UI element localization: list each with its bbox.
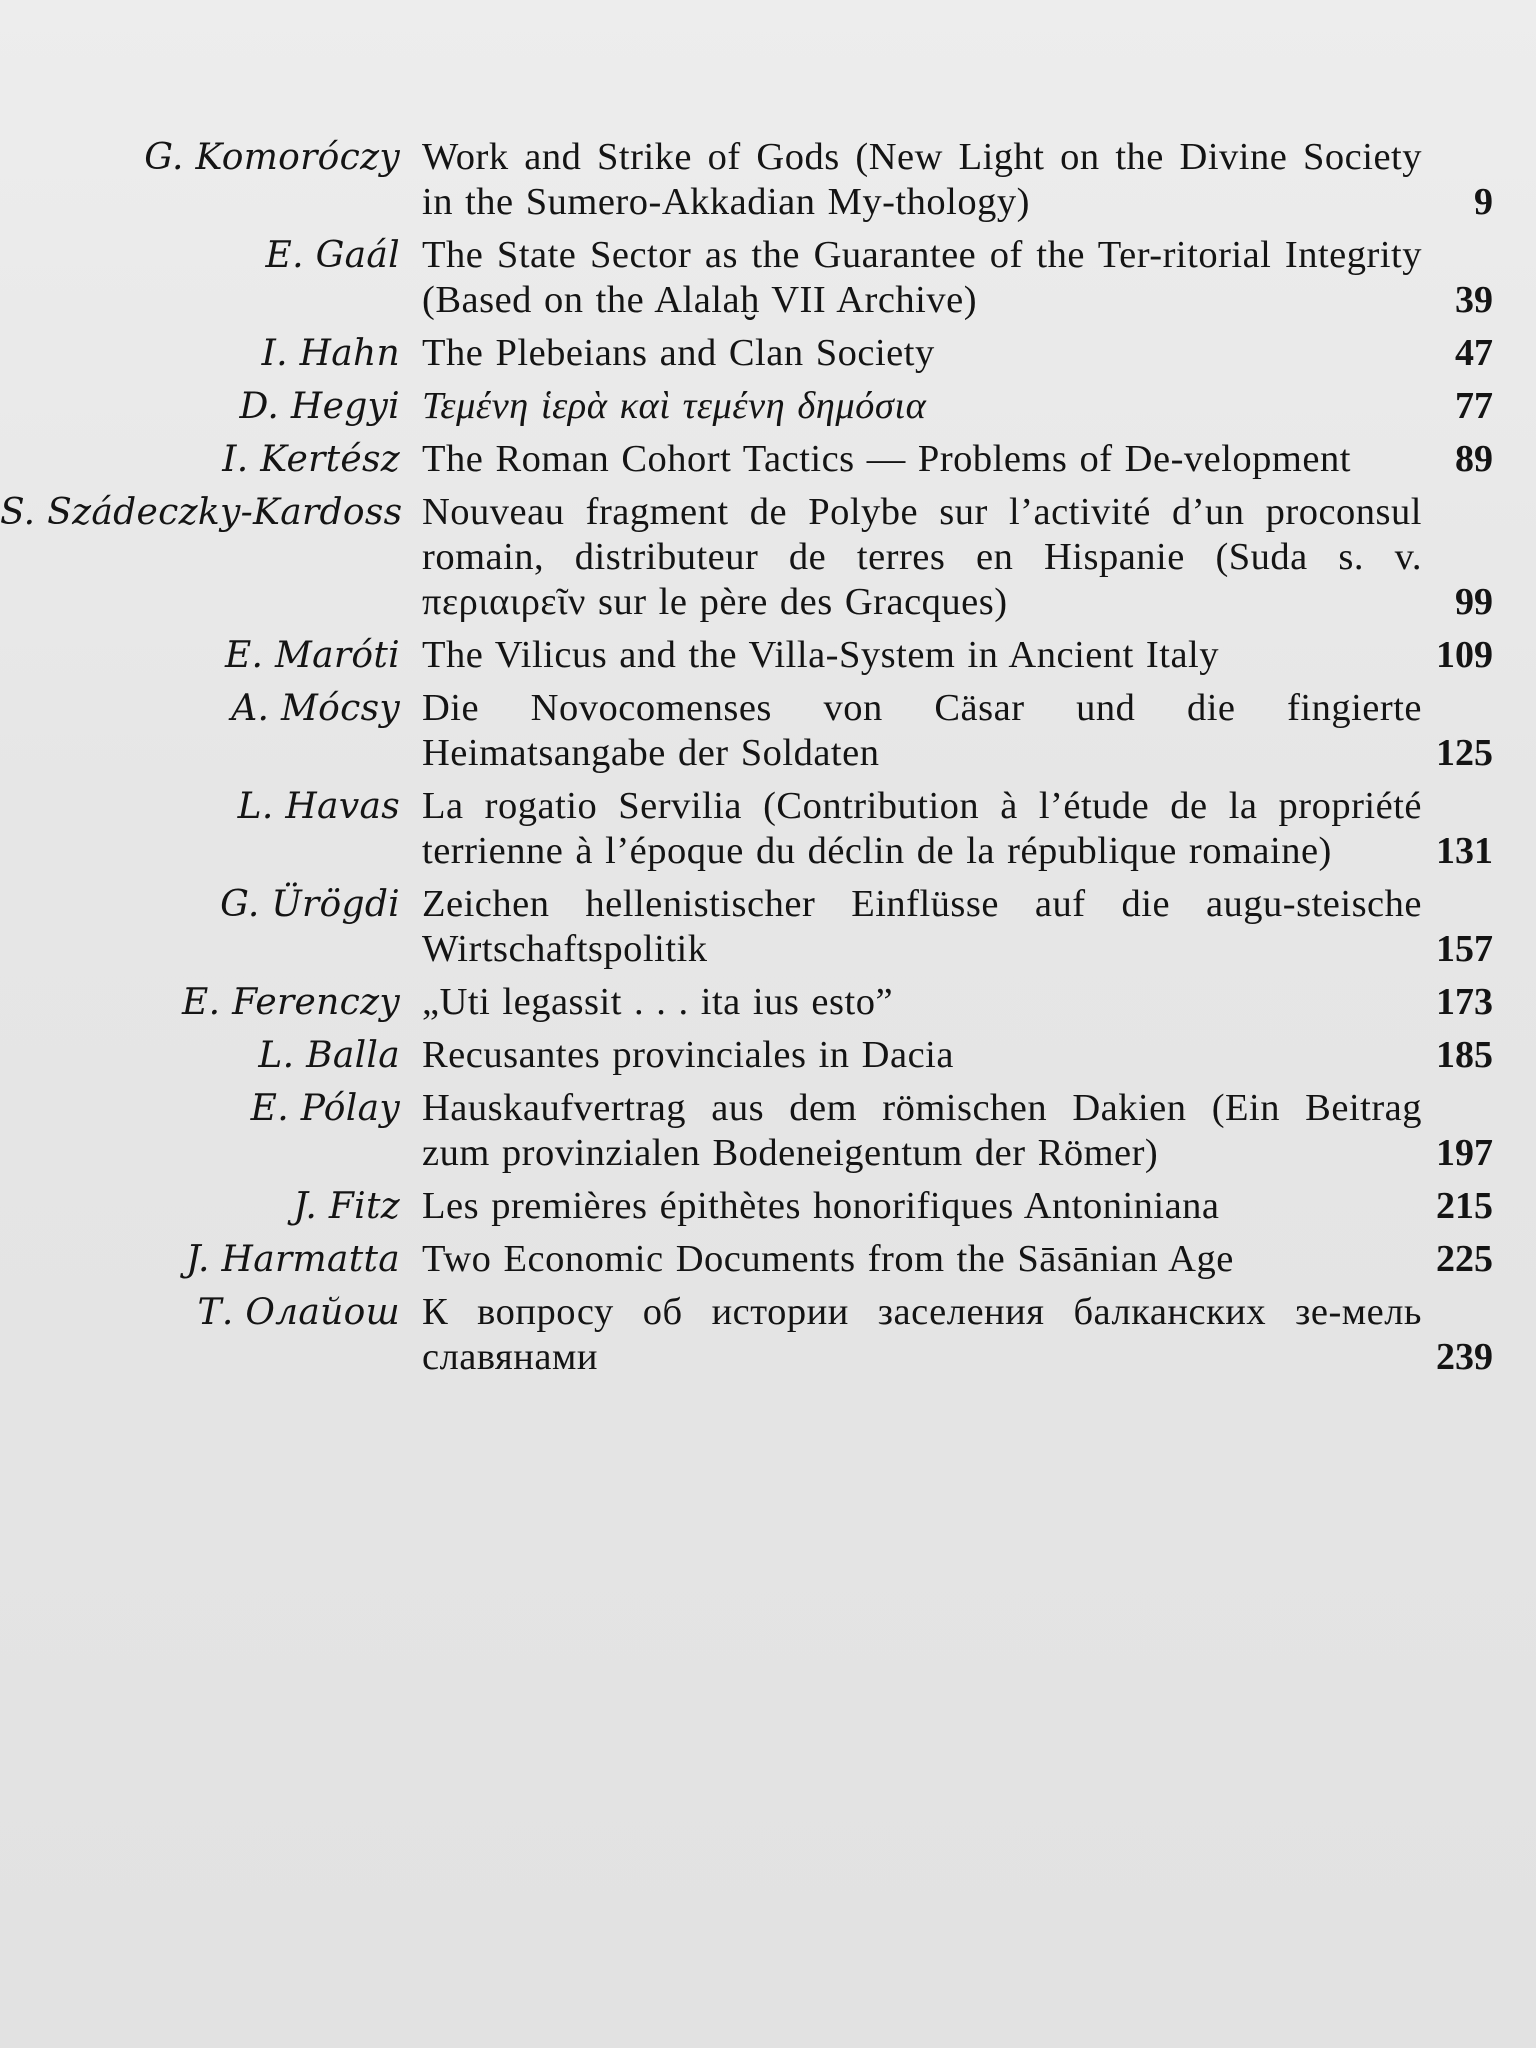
entry-page-number: 239: [1436, 1336, 1493, 1378]
toc-entry: [0, 633, 1536, 678]
toc-entry: [0, 233, 1536, 323]
toc-entry: [0, 135, 1536, 225]
toc-entry: [0, 1290, 1536, 1380]
entry-page-number: 225: [1436, 1238, 1493, 1280]
entry-page-number: 197: [1436, 1132, 1493, 1174]
entry-title: К вопросу об истории заселения балканских зе-мель славянами: [422, 1291, 1422, 1378]
entry-title: The Vilicus and the Villa-System in Ancient Italy: [422, 634, 1219, 676]
entry-title: Nouveau fragment de Polybe sur l’activité d’un proconsul romain, distributeur de terres en Hispanie (Suda s. v. περιαιρεῖν sur le père des Gracques): [422, 491, 1422, 623]
entry-author: I. Hahn: [261, 333, 400, 374]
entry-author: D. Hegyi: [239, 386, 400, 427]
toc-entry: [0, 1086, 1536, 1176]
entry-title: [422, 384, 1422, 429]
entry-page-number: 125: [1436, 732, 1493, 774]
entry-page-number: 39: [1455, 279, 1493, 321]
table-of-contents: [0, 135, 1536, 1380]
toc-entry: [0, 1184, 1536, 1229]
entry-page-number: 109: [1436, 634, 1493, 676]
entry-title: La rogatio Servilia (Contribution à l’étude de la propriété terrienne à l’époque du déclin de la république romaine): [422, 785, 1422, 872]
entry-page-number: 9: [1474, 181, 1493, 223]
entry-author: A. Mócsy: [231, 688, 400, 729]
entry-author: E. Maróti: [224, 635, 400, 676]
toc-entry: [0, 980, 1536, 1025]
entry-page-number: 215: [1436, 1185, 1493, 1227]
entry-author: G. Komoróczy: [144, 137, 400, 178]
entry-author: L. Balla: [258, 1035, 400, 1076]
toc-entry: [0, 882, 1536, 972]
toc-entry: [0, 437, 1536, 482]
entry-page-number: 173: [1436, 981, 1493, 1023]
entry-title: Recusantes provinciales in Dacia: [422, 1034, 954, 1076]
greek-title-text: Τεμένη ἱερὰ καὶ τεμένη δημόσια: [422, 385, 927, 427]
entry-title: Work and Strike of Gods (New Light on the Divine Society in the Sumero-Akkadian My-thology): [422, 136, 1422, 223]
entry-author: L. Havas: [237, 786, 400, 827]
toc-entry: [0, 784, 1536, 874]
entry-author: J. Harmatta: [186, 1239, 400, 1280]
entry-title: Die Novocomenses von Cäsar und die fingierte Heimatsangabe der Soldaten: [422, 687, 1422, 774]
entry-page-number: 89: [1455, 438, 1493, 480]
entry-author: E. Ferenczy: [182, 982, 400, 1023]
entry-author: J. Fitz: [293, 1186, 400, 1227]
entry-page-number: 77: [1455, 385, 1493, 427]
toc-entry: [0, 384, 1536, 429]
entry-title: Two Economic Documents from the Sāsānian Age: [422, 1238, 1234, 1280]
entry-page-number: 157: [1436, 928, 1493, 970]
entry-author: Т. Олайош: [197, 1292, 400, 1333]
entry-author: G. Ürögdi: [220, 884, 400, 925]
toc-entry: [0, 686, 1536, 776]
entry-title: Les premières épithètes honorifiques Antoniniana: [422, 1185, 1220, 1227]
entry-title: Zeichen hellenistischer Einflüsse auf die augu-steische Wirtschaftspolitik: [422, 883, 1422, 970]
entry-title: Hauskaufvertrag aus dem römischen Dakien (Ein Beitrag zum provinzialen Bodeneigentum der Römer): [422, 1087, 1422, 1174]
toc-entry: [0, 331, 1536, 376]
entry-page-number: 99: [1455, 581, 1493, 623]
entry-author: I. Kertész: [222, 439, 400, 480]
entry-page-number: 185: [1436, 1034, 1493, 1076]
entry-author: S. Szádeczky-Kardoss: [0, 492, 403, 533]
entry-page-number: 131: [1436, 830, 1493, 872]
entry-author: E. Pólay: [250, 1088, 400, 1129]
entry-title: The State Sector as the Guarantee of the Ter-ritorial Integrity (Based on the Alalaḫ VII Archive): [422, 234, 1422, 321]
entry-author: E. Gaál: [265, 235, 400, 276]
toc-entry: [0, 1033, 1536, 1078]
entry-title: The Plebeians and Clan Society: [422, 332, 935, 374]
toc-entry: [0, 490, 1536, 625]
entry-page-number: 47: [1455, 332, 1493, 374]
entry-title: The Roman Cohort Tactics — Problems of De-velopment: [422, 438, 1351, 480]
entry-title: „Uti legassit . . . ita ius esto”: [422, 981, 894, 1023]
toc-entry: [0, 1237, 1536, 1282]
